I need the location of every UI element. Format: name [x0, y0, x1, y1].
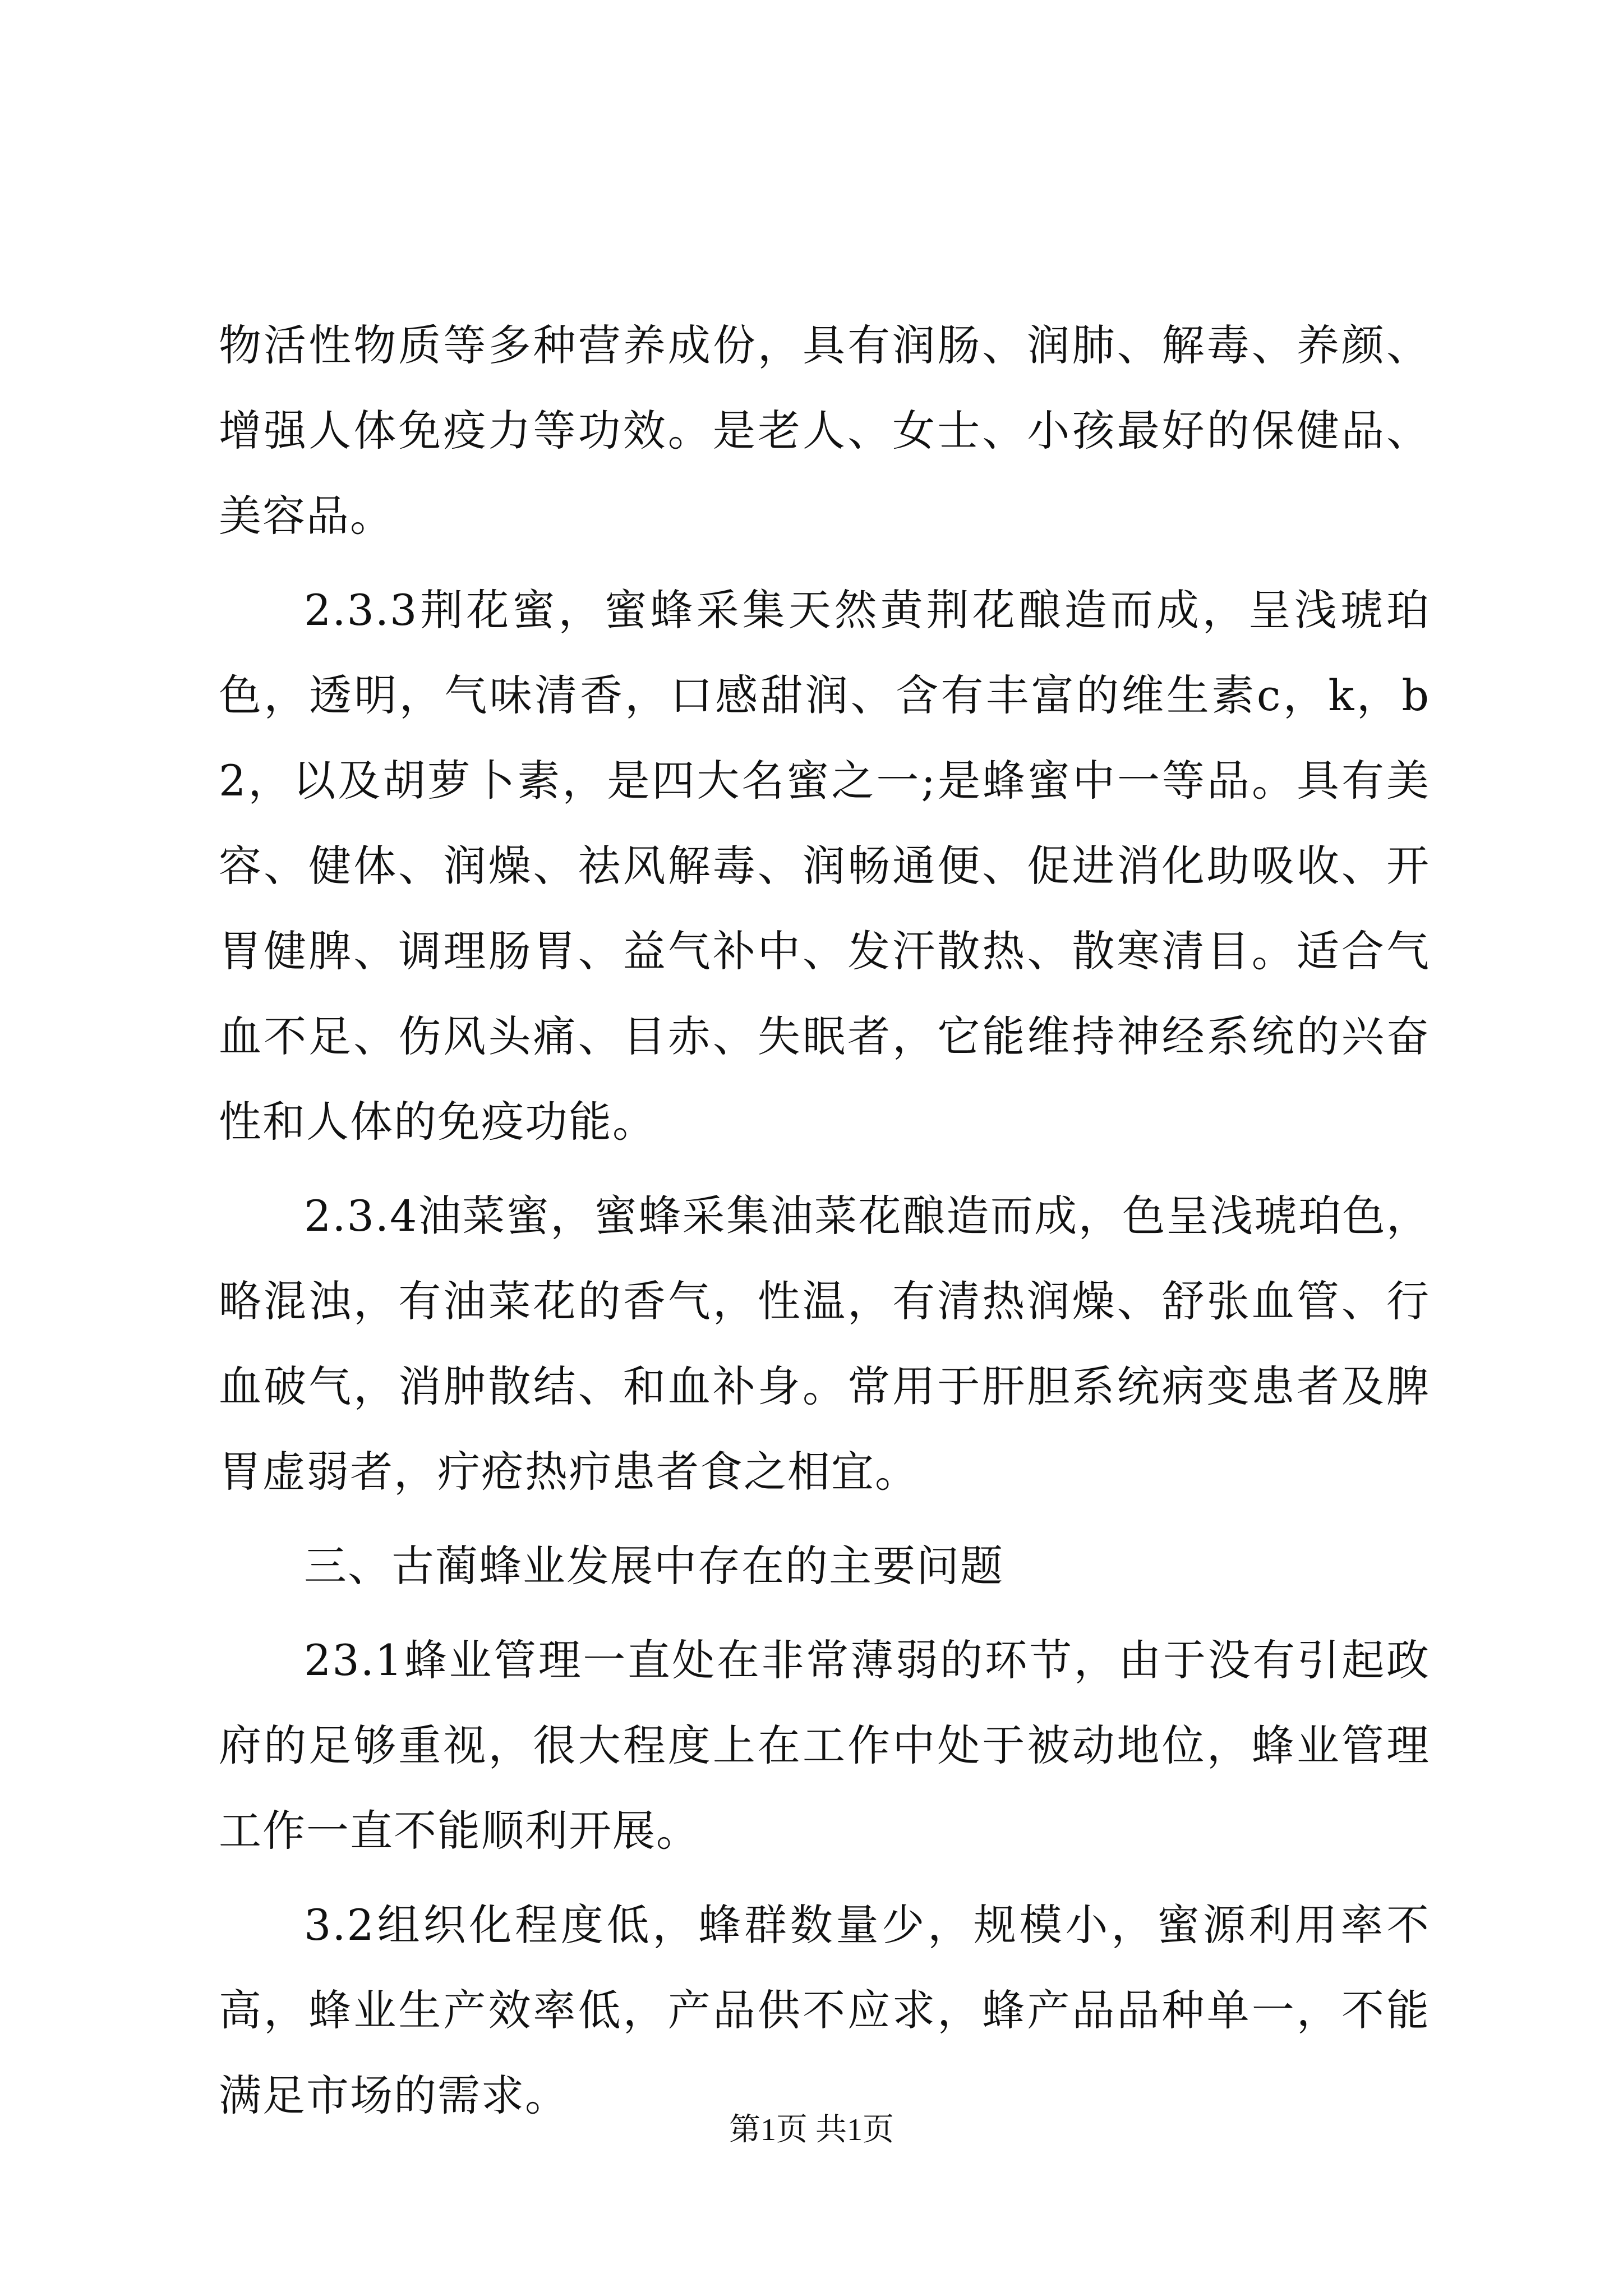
document-body	[219, 303, 1430, 2138]
paragraph-management-issue: 23.1蜂业管理一直处在非常薄弱的环节，由于没有引起政府的足够重视，很大程度上在工作中处于被动地位，蜂业管理工作一直不能顺利开展。	[219, 1635, 1430, 1856]
paragraph-jinghua-honey: 2.3.3荆花蜜，蜜蜂采集天然黄荆花酿造而成，呈浅琥珀色，透明，气味清香，口感甜润、含有丰富的维生素c，k，b2，以及胡萝卜素，是四大名蜜之一;是蜂蜜中一等品。具有美容、健体、润燥、祛风解毒、润畅通便、促进消化助吸收、开胃健脾、调理肠胃、益气补中、发汗散热、散寒清目。适合气血不足、伤风头痛、目赤、失眠者，它能维持神经系统的兴奋性和人体的免疫功能。	[219, 585, 1430, 1147]
page-footer: 第1页 共1页	[729, 2113, 894, 2147]
paragraph-organization-issue: 3.2组织化程度低，蜂群数量少，规模小，蜜源利用率不高，蜂业生产效率低，产品供不应求，蜂产品品种单一，不能满足市场的需求。	[219, 1900, 1430, 2120]
paragraph-rapeseed-honey: 2.3.4油菜蜜，蜜蜂采集油菜花酿造而成，色呈浅琥珀色，略混浊，有油菜花的香气，性温，有清热润燥、舒张血管、行血破气，消肿散结、和血补身。常用于肝胆系统病变患者及脾胃虚弱者，疔疮热疖患者食之相宜。	[219, 1191, 1430, 1497]
paragraph-continuation: 物活性物质等多种营养成份，具有润肠、润肺、解毒、养颜、增强人体免疫力等功效。是老人、女士、小孩最好的保健品、美容品。	[219, 320, 1430, 541]
section-heading: 三、古蔺蜂业发展中存在的主要问题	[304, 1541, 1004, 1591]
